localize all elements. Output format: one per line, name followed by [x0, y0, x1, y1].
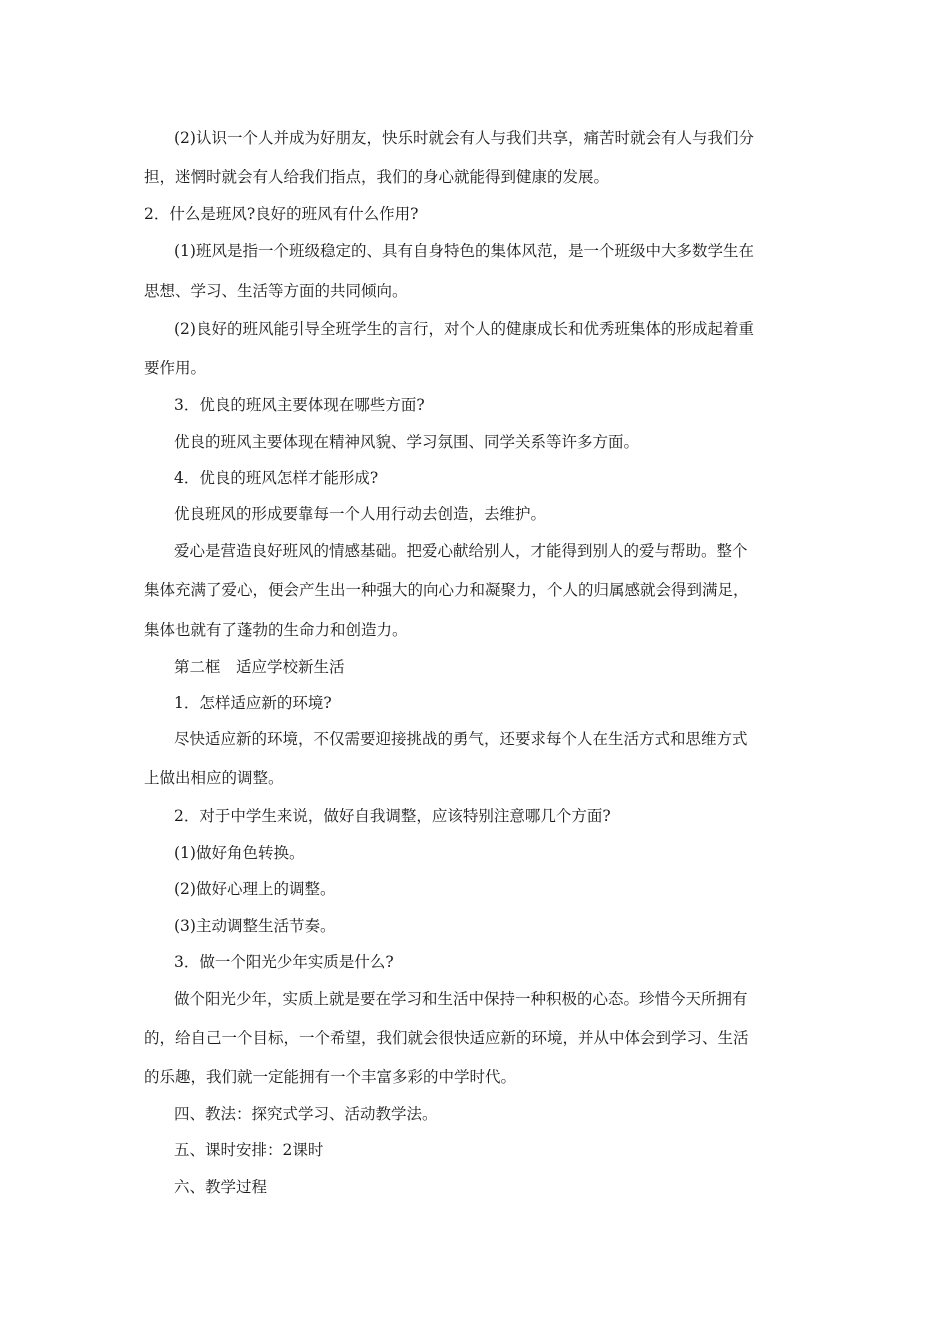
- text-line: 五、课时安排：2课时: [174, 1141, 324, 1159]
- text-line: 的乐趣，我们就一定能拥有一个丰富多彩的中学时代。: [144, 1068, 517, 1086]
- section-heading: 六、教学过程: [174, 1178, 268, 1196]
- text-line: 做个阳光少年，实质上就是要在学习和生活中保持一种积极的心态。珍惜今天所拥有: [174, 990, 748, 1008]
- text-line: (1)做好角色转换。: [174, 844, 305, 862]
- text-line: 优良班风的形成要靠每一个人用行动去创造，去维护。: [174, 505, 547, 523]
- text-line: (3)主动调整生活节奏。: [174, 917, 336, 935]
- text-line: 集体也就有了蓬勃的生命力和创造力。: [144, 621, 408, 639]
- text-line: 爱心是营造良好班风的情感基础。把爱心献给别人，才能得到别人的爱与帮助。整个: [174, 542, 748, 560]
- text-line: 3．做一个阳光少年实质是什么?: [174, 953, 394, 971]
- text-line: (2)认识一个人并成为好朋友，快乐时就会有人与我们共享，痛苦时就会有人与我们分: [174, 129, 754, 147]
- text-line: 2．对于中学生来说，做好自我调整，应该特别注意哪几个方面?: [174, 807, 611, 825]
- text-line: (2)做好心理上的调整。: [174, 880, 336, 898]
- text-line: 集体充满了爱心，便会产生出一种强大的向心力和凝聚力，个人的归属感就会得到满足，: [144, 581, 749, 599]
- text-line: 4．优良的班风怎样才能形成?: [174, 469, 379, 487]
- text-line: 优良的班风主要体现在精神风貌、学习氛围、同学关系等许多方面。: [174, 433, 640, 451]
- section-heading: 第二框 适应学校新生活: [174, 658, 345, 676]
- text-line: 的，给自己一个目标，一个希望，我们就会很快适应新的环境，并从中体会到学习、生活: [144, 1029, 749, 1047]
- text-line: 四、教法：探究式学习、活动教学法。: [174, 1105, 438, 1123]
- text-line: (1)班风是指一个班级稳定的、具有自身特色的集体风范，是一个班级中大多数学生在: [174, 242, 754, 260]
- text-line: 1．怎样适应新的环境?: [174, 694, 332, 712]
- text-line: 尽快适应新的环境，不仅需要迎接挑战的勇气，还要求每个人在生活方式和思维方式: [174, 730, 748, 748]
- text-line: 2．什么是班风?良好的班风有什么作用?: [144, 205, 419, 223]
- text-line: 3．优良的班风主要体现在哪些方面?: [174, 396, 425, 414]
- text-line: 担，迷惘时就会有人给我们指点，我们的身心就能得到健康的发展。: [144, 168, 610, 186]
- text-line: 要作用。: [144, 359, 207, 377]
- text-line: 上做出相应的调整。: [144, 769, 284, 787]
- text-line: 思想、学习、生活等方面的共同倾向。: [144, 282, 408, 300]
- text-line: (2)良好的班风能引导全班学生的言行，对个人的健康成长和优秀班集体的形成起着重: [174, 320, 754, 338]
